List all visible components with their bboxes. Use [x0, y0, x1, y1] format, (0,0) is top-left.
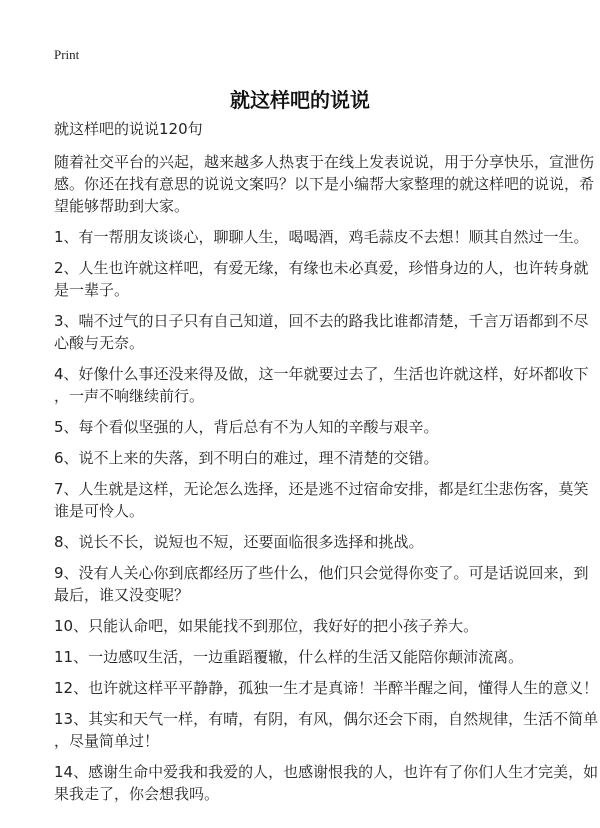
- quote-item: [54, 310, 589, 354]
- quote-item: [54, 226, 589, 248]
- text-line: 随着社交平台的兴起，越来越多人热衷于在线上发表说说，用于分享快乐，宣泄伤: [54, 153, 595, 171]
- quote-item: [54, 761, 599, 805]
- text-line: 最后，谁又没变呢？: [54, 586, 190, 604]
- text-line: 12、也许就这样平平静静，孤独一生才是真谛！半醉半醒之间，懂得人生的意义！: [54, 679, 599, 697]
- text-line: ，尽量简单过！: [54, 732, 160, 750]
- quote-item: [54, 531, 554, 553]
- text-line: 3、喘不过气的日子只有自己知道，回不去的路我比谁都清楚，千言万语都到不尽: [54, 312, 589, 330]
- quote-item: [54, 447, 554, 469]
- text-line: 4、好像什么事还没来得及做，这一年就要过去了，生活也许就这样，好坏都收下: [54, 365, 589, 383]
- text-line: 果我走了，你会想我吗。: [54, 785, 220, 803]
- text-line: 心酸与无奈。: [54, 334, 145, 352]
- quote-item: [54, 363, 589, 407]
- text-line: 6、说不上来的失落，到不明白的难过，理不清楚的交错。: [54, 449, 439, 467]
- text-line: 9、没有人关心你到底都经历了些什么，他们只会觉得你变了。可是话说回来，到: [54, 564, 589, 582]
- intro-paragraph: [54, 151, 595, 217]
- text-line: 1、有一帮朋友谈谈心，聊聊人生，喝喝酒，鸡毛蒜皮不去想！顺其自然过一生。: [54, 228, 589, 246]
- text-line: 2、人生也许就这样吧，有爱无缘，有缘也未必真爱，珍惜身边的人，也许转身就: [54, 259, 589, 277]
- quote-item: [54, 478, 589, 522]
- text-line: 8、说长不长，说短也不短，还要面临很多选择和挑战。: [54, 533, 424, 551]
- text-line: 14、感谢生命中爱我和我爱的人，也感谢恨我的人，也许有了你们人生才完美，如: [54, 763, 599, 781]
- print-link[interactable]: Print: [54, 47, 80, 62]
- quote-list: [54, 226, 599, 805]
- text-line: 5、每个看似坚强的人，背后总有不为人知的辛酸与艰辛。: [54, 418, 439, 436]
- text-line: 谁是可怜人。: [54, 502, 145, 520]
- text-line: 7、人生就是这样，无论怎么选择，还是逃不过宿命安排，都是红尘悲伤客，莫笑: [54, 480, 589, 498]
- text-line: 10、只能认命吧，如果能找不到那位，我好好的把小孩子养大。: [54, 617, 479, 635]
- subtitle: 就这样吧的说说120句: [54, 120, 203, 138]
- article-body: [54, 118, 599, 814]
- text-line: 望能够帮助到大家。: [54, 197, 190, 215]
- text-line: 感。你还在找有意思的说说文案吗？以下是小编帮大家整理的就这样吧的说说，希: [54, 175, 595, 193]
- text-line: 11、一边感叹生活，一边重蹈覆辙，什么样的生活又能陪你颠沛流离。: [54, 648, 524, 666]
- quote-item: [54, 677, 599, 699]
- text-line: 13、其实和天气一样，有晴，有阴，有风，偶尔还会下雨，自然规律，生活不简单: [54, 710, 599, 728]
- quote-item: [54, 615, 554, 637]
- quote-item: [54, 257, 589, 301]
- quote-item: [54, 708, 599, 752]
- page-title: 就这样吧的说说: [230, 88, 370, 112]
- quote-item: [54, 562, 589, 606]
- text-line: ，一声不响继续前行。: [54, 387, 205, 405]
- quote-item: [54, 646, 554, 668]
- text-line: 是一辈子。: [54, 281, 130, 299]
- quote-item: [54, 416, 554, 438]
